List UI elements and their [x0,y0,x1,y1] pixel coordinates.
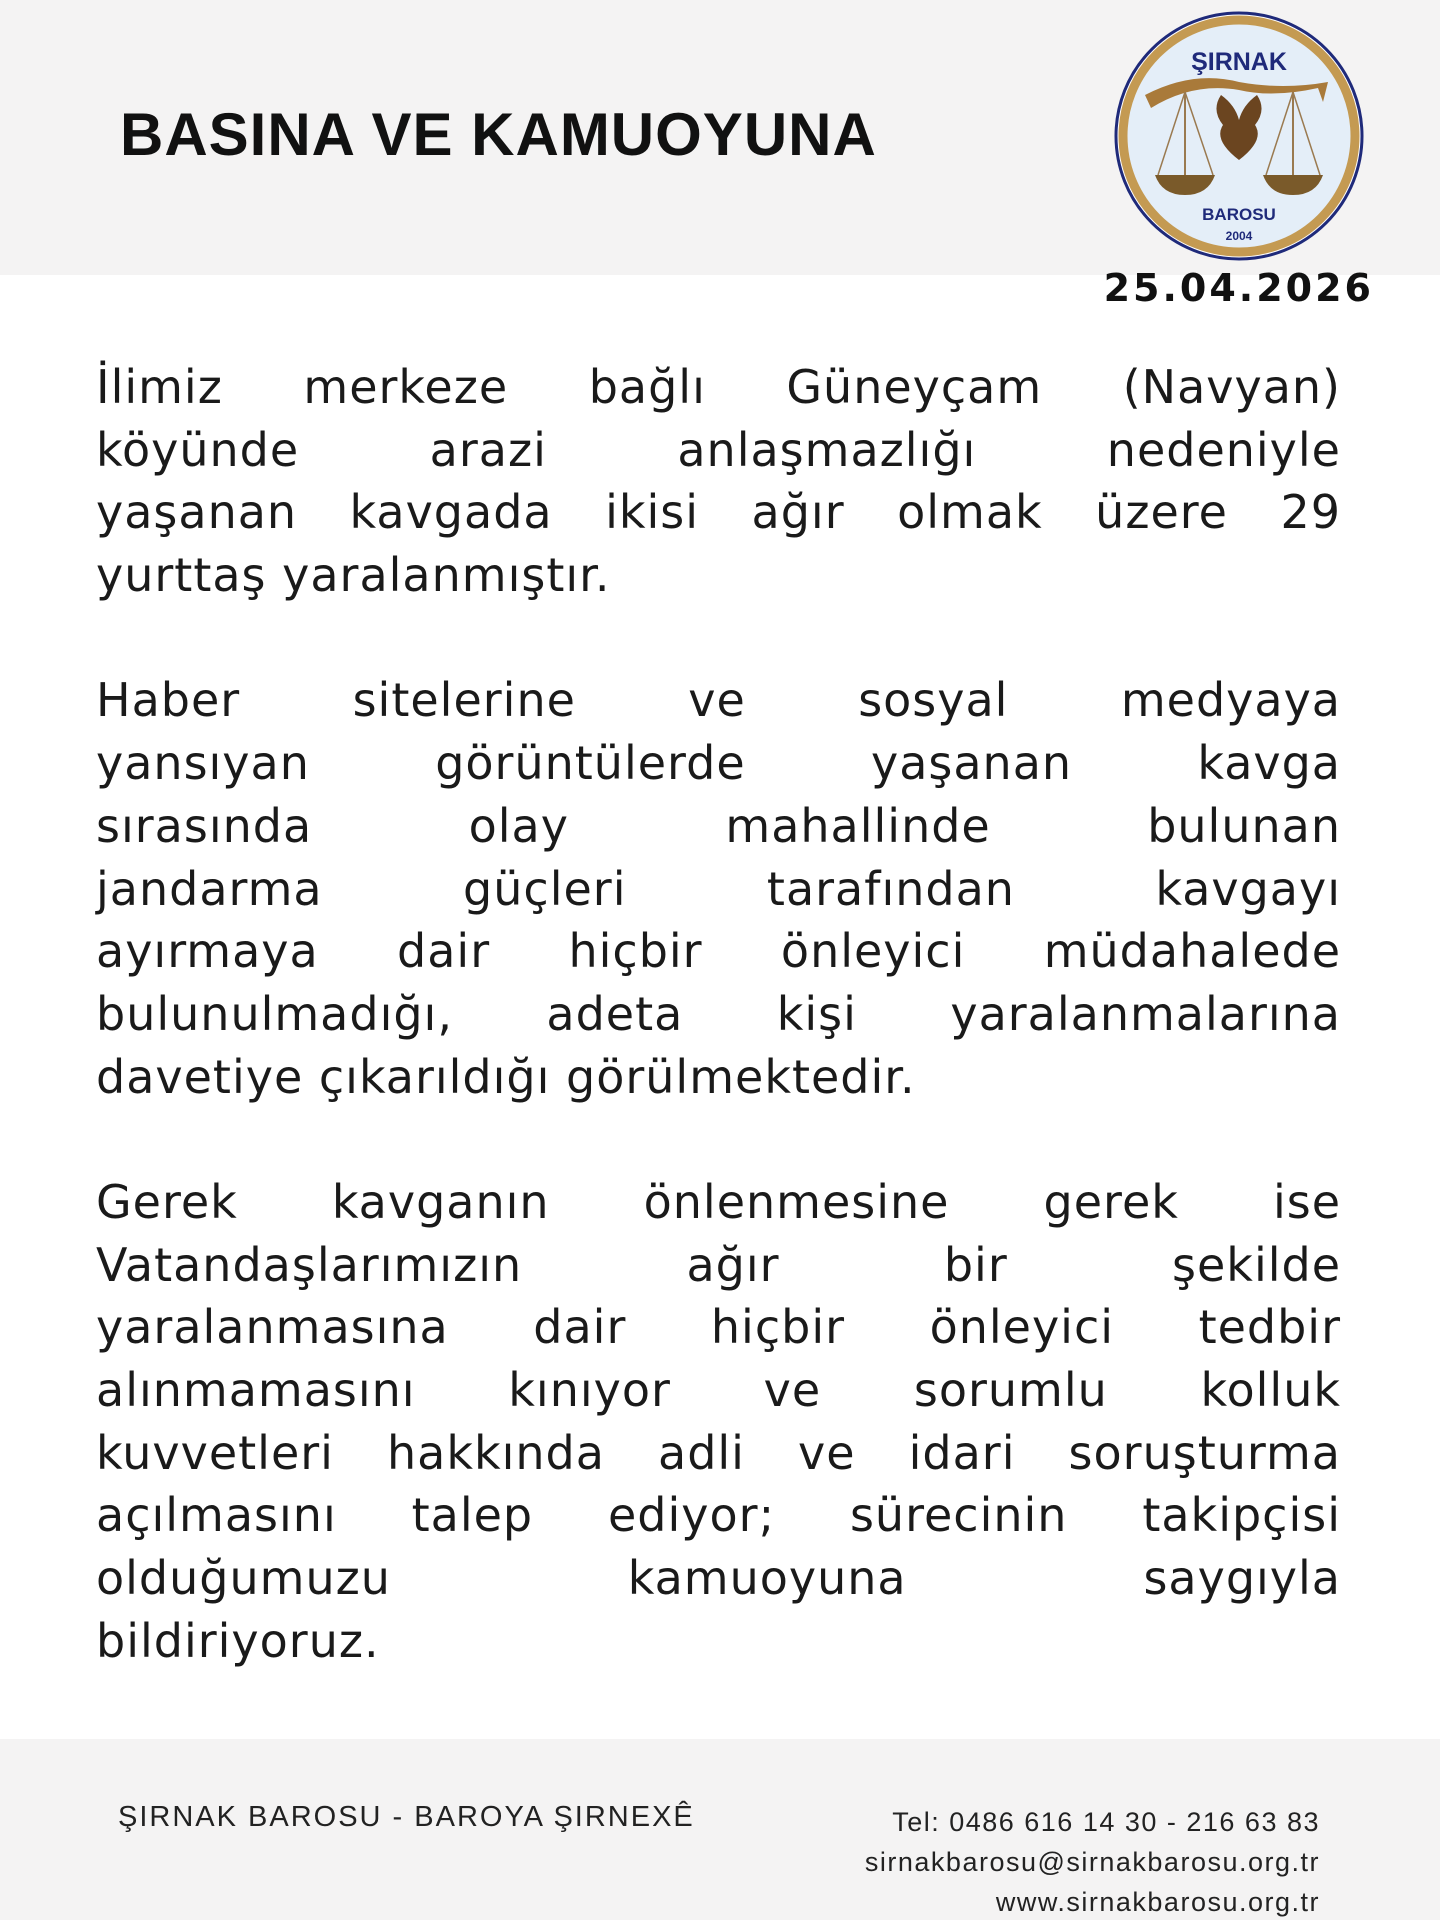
paragraph-line: Haber sitelerine ve sosyal medyaya [96,673,1341,728]
paragraph-line: yaşanan kavgada ikisi ağır olmak üzere 29 [96,485,1341,540]
footer-phone: Tel: 0486 616 14 30 - 216 63 83 [892,1807,1320,1837]
footer-org-name: ŞIRNAK BAROSU - BAROYA ŞIRNEXÊ [118,1801,695,1833]
statement-body [96,356,1341,1735]
paragraph-line: alınmamasını kınıyor ve sorumlu kolluk [96,1363,1341,1417]
paragraph-line: bildiriyoruz. [96,1613,380,1668]
paragraph-line: Gerek kavganın önlenmesine gerek ise [96,1174,1341,1229]
paragraph-line: açılmasını talep ediyor; sürecinin takipçisi [96,1488,1341,1543]
bar-association-logo [1113,10,1365,262]
footer-website[interactable]: www.sirnakbarosu.org.tr [995,1887,1320,1917]
paragraph-line: olduğumuzu kamuoyuna saygıyla [96,1551,1341,1606]
paragraph [96,669,1341,1108]
paragraph-line: İlimiz merkeze bağlı Güneyçam (Navyan) [96,360,1341,414]
paragraph-line: sırasında olay mahallinde bulunan [96,798,1341,853]
page-title: BASINA VE KAMUOYUNA [120,101,877,168]
paragraph-line: yaralanmasına dair hiçbir önleyici tedbir [96,1300,1341,1355]
paragraph [96,356,1341,607]
press-release-date: 25.04.2026 [1103,266,1374,310]
paragraph [96,1171,1341,1673]
paragraph-line: yansıyan görüntülerde yaşanan kavga [96,736,1341,791]
paragraph-line: kuvvetleri hakkında adli ve idari soruşturma [96,1425,1341,1480]
paragraph-line: köyünde arazi anlaşmazlığı nedeniyle [96,422,1341,477]
paragraph-line: Vatandaşlarımızın ağır bir şekilde [96,1237,1341,1292]
footer-email[interactable]: sirnakbarosu@sirnakbarosu.org.tr [864,1847,1320,1877]
svg-text:BAROSU: BAROSU [1202,205,1276,224]
paragraph-line: davetiye çıkarıldığı görülmektedir. [96,1049,916,1104]
paragraph-line: yurttaş yaralanmıştır. [96,548,611,603]
paragraph-line: bulunulmadığı, adeta kişi yaralanmalarına [96,986,1341,1041]
paragraph-line: ayırmaya dair hiçbir önleyici müdahalede [96,924,1341,979]
paragraph-line: jandarma güçleri tarafından kavgayı [96,861,1341,916]
svg-text:ŞIRNAK: ŞIRNAK [1191,48,1287,76]
svg-text:2004: 2004 [1225,229,1253,243]
header-band [0,0,1440,275]
footer [0,1739,1440,1920]
